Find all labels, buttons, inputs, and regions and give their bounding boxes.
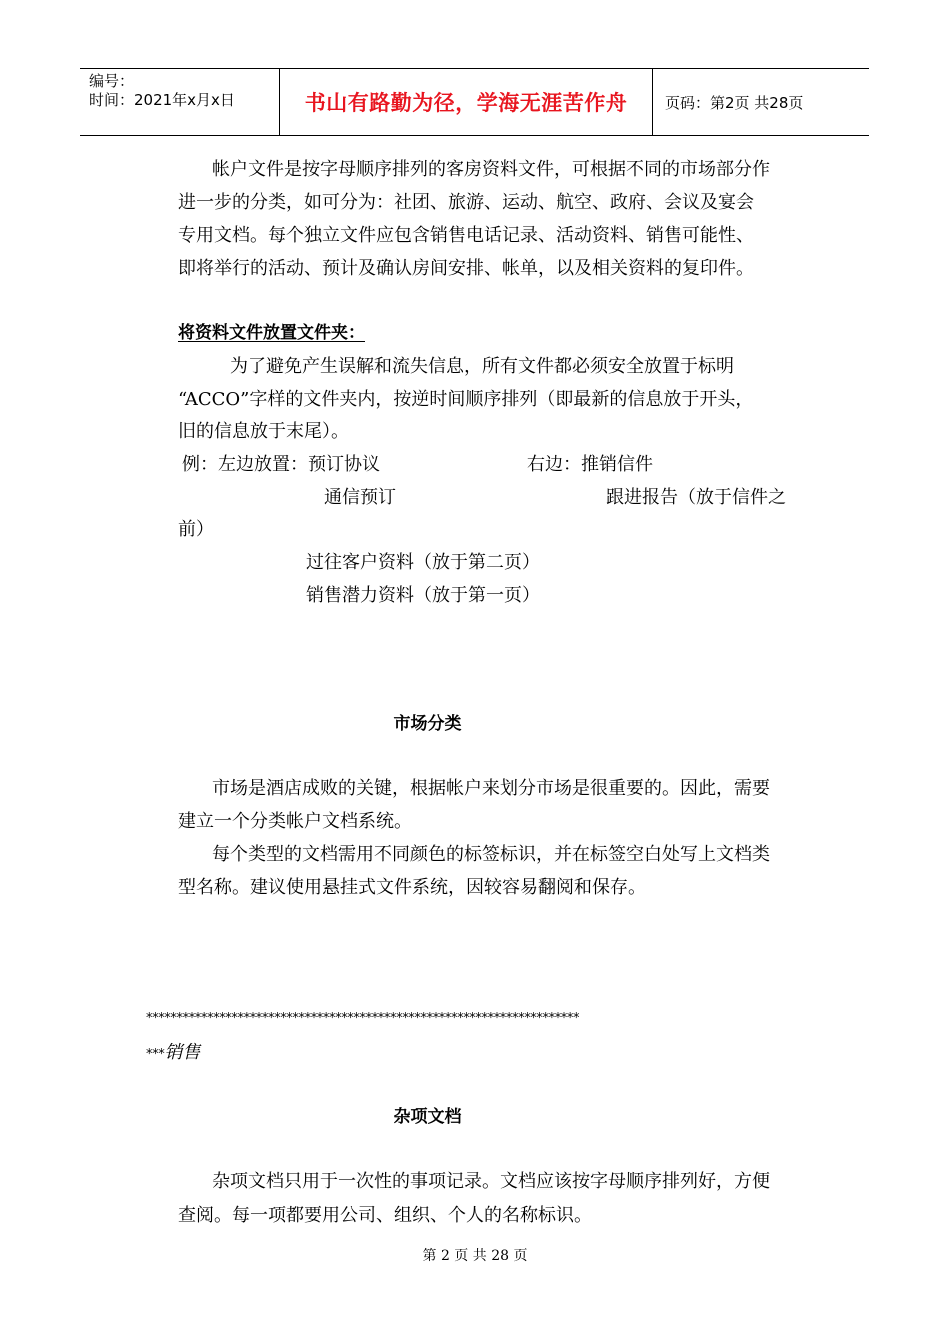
example-right-2-cont: 前） (178, 519, 214, 540)
para2-line-2: “ACCO”字样的文件夹内，按逆时间顺序排列（即最新的信息放于开头， (178, 389, 754, 410)
example-right-1: 右边：推销信件 (527, 454, 653, 475)
star-tail: *** (146, 1047, 165, 1062)
header-time: 时间：2021年x月x日 (89, 91, 235, 109)
page-header (80, 68, 869, 136)
para4-line-1: 每个类型的文档需用不同颜色的标签标识，并在标签空白处写上文档类 (212, 844, 770, 865)
para1-line-1: 帐户文件是按字母顺序排列的客房资料文件，可根据不同的市场部分作 (212, 159, 770, 180)
star-suffix: 销售 (164, 1042, 201, 1063)
header-number: 编号： (89, 72, 135, 90)
heading-market: 市场分类 (393, 714, 462, 734)
para1-line-3: 专用文档。每个独立文件应包含销售电话记录、活动资料、销售可能性、 (178, 225, 754, 246)
para2-line-1: 为了避免产生误解和流失信息，所有文件都必须安全放置于标明 (230, 356, 734, 377)
example-left-1: 例：左边放置：预订协议 (182, 454, 380, 475)
para3-line-1: 市场是酒店成败的关键，根据帐户来划分市场是很重要的。因此，需要 (212, 778, 770, 799)
heading-misc: 杂项文档 (393, 1107, 462, 1127)
para3-line-2: 建立一个分类帐户文档系统。 (178, 811, 412, 832)
example-left-3: 过往客户资料（放于第二页） (306, 552, 540, 573)
para1-line-4: 即将举行的活动、预计及确认房间安排、帐单，以及相关资料的复印件。 (178, 258, 754, 279)
para5-line-2: 查阅。每一项都要用公司、组织、个人的名称标识。 (178, 1205, 592, 1226)
para5-line-1: 杂项文档只用于一次性的事项记录。文档应该按字母顺序排列好，方便 (212, 1171, 770, 1192)
example-left-4: 销售潜力资料（放于第一页） (306, 585, 540, 606)
star-separator-tail (146, 1042, 200, 1066)
para4-line-2: 型名称。建议使用悬挂式文件系统，因较容易翻阅和保存。 (178, 877, 646, 898)
header-meta (80, 69, 280, 135)
page-footer: 第 2 页 共 28 页 (422, 1248, 528, 1264)
example-right-2: 跟进报告（放于信件之 (606, 487, 786, 508)
header-page-label: 页码：第2页 共28页 (665, 93, 804, 112)
header-motto: 书山有路勤为径，学海无涯苦作舟 (280, 69, 653, 135)
star-separator-line: *********************************************************************** (146, 1011, 580, 1026)
para2-line-3: 旧的信息放于末尾）。 (178, 421, 349, 442)
para1-line-2: 进一步的分类，如可分为：社团、旅游、运动、航空、政府、会议及宴会 (178, 192, 754, 213)
header-page-number (653, 69, 869, 135)
heading-folder: 将资料文件放置文件夹： (178, 323, 365, 343)
example-left-2: 通信预订 (324, 487, 396, 508)
